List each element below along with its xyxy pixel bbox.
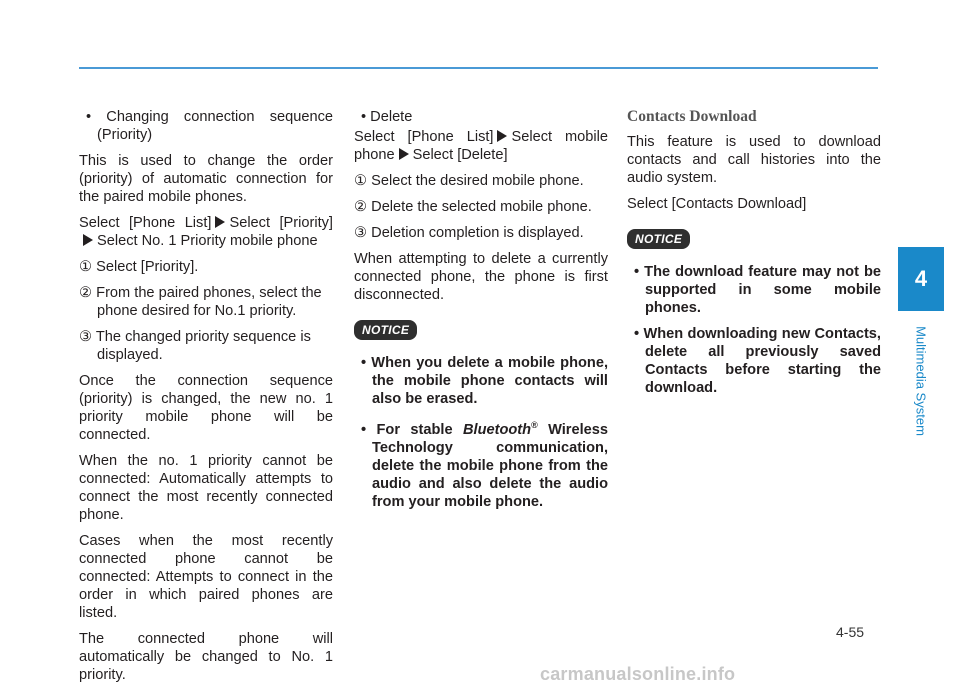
menu-path: Select [Phone List] Select [Priority]Select No. 1 Priority mobile phone <box>79 215 333 249</box>
paragraph: The connected phone will automatically be changed to No. 1 priority. <box>79 631 333 683</box>
step-3: ③ The changed priority sequence is displayed. <box>79 329 311 363</box>
menu-path: Select [Contacts Download] <box>627 196 807 212</box>
column-2 <box>354 108 608 519</box>
paragraph: Cases when the most recently connected phone cannot be connected: Attempts to connect in the order in which paired phones are listed. <box>79 533 333 621</box>
step-3: ③ Deletion completion is displayed. <box>354 225 584 241</box>
bullet-heading: • Changing connection sequence (Priority) <box>86 109 333 143</box>
bullet-heading: • Delete <box>361 109 413 125</box>
step-2: ② From the paired phones, select the phone desired for No.1 priority. <box>79 285 322 319</box>
section-heading: Contacts Download <box>627 108 757 125</box>
page-number: 4-55 <box>836 624 865 640</box>
column-1 <box>79 108 333 692</box>
chapter-label: Multimedia System <box>913 326 929 436</box>
column-3 <box>627 108 881 405</box>
paragraph: Once the connection sequence (priority) is changed, the new no. 1 priority mobile phone will be connected. <box>79 373 333 443</box>
paragraph: This is used to change the order (priority) of automatic connection for the paired mobile phones. <box>79 153 333 205</box>
paragraph: When the no. 1 priority cannot be connected: Automatically attempts to connect the most recently connected phone. <box>79 453 333 523</box>
step-1: ① Select the desired mobile phone. <box>354 173 584 189</box>
chapter-tab: 4 <box>898 247 944 311</box>
arrow-right-icon <box>399 148 409 160</box>
arrow-right-icon <box>215 216 225 228</box>
notice-item: • For stable Bluetooth® Wireless Technology communication, delete the mobile phone from the audio and also delete the audio from your mobile phone. <box>361 420 608 510</box>
paragraph: This feature is used to download contacts and call histories into the audio system. <box>627 134 881 186</box>
step-1: ① Select [Priority]. <box>79 259 199 275</box>
header-rule <box>79 67 878 69</box>
notice-item: • When you delete a mobile phone, the mobile phone contacts will also be erased. <box>361 355 609 407</box>
menu-path: Select [Phone List] Select mobile phone Select [Delete] <box>354 129 608 163</box>
notice-badge: NOTICE <box>354 320 417 340</box>
arrow-right-icon <box>83 234 93 246</box>
arrow-right-icon <box>497 130 507 142</box>
step-2: ② Delete the selected mobile phone. <box>354 199 592 215</box>
notice-item: • The download feature may not be supported in some mobile phones. <box>634 264 881 316</box>
paragraph: When attempting to delete a currently connected phone, the phone is first disconnected. <box>354 251 608 303</box>
notice-item: • When downloading new Contacts, delete all previously saved Contacts before starting the download. <box>634 326 881 396</box>
notice-badge: NOTICE <box>627 229 690 249</box>
watermark: carmanualsonline.info <box>540 664 736 684</box>
